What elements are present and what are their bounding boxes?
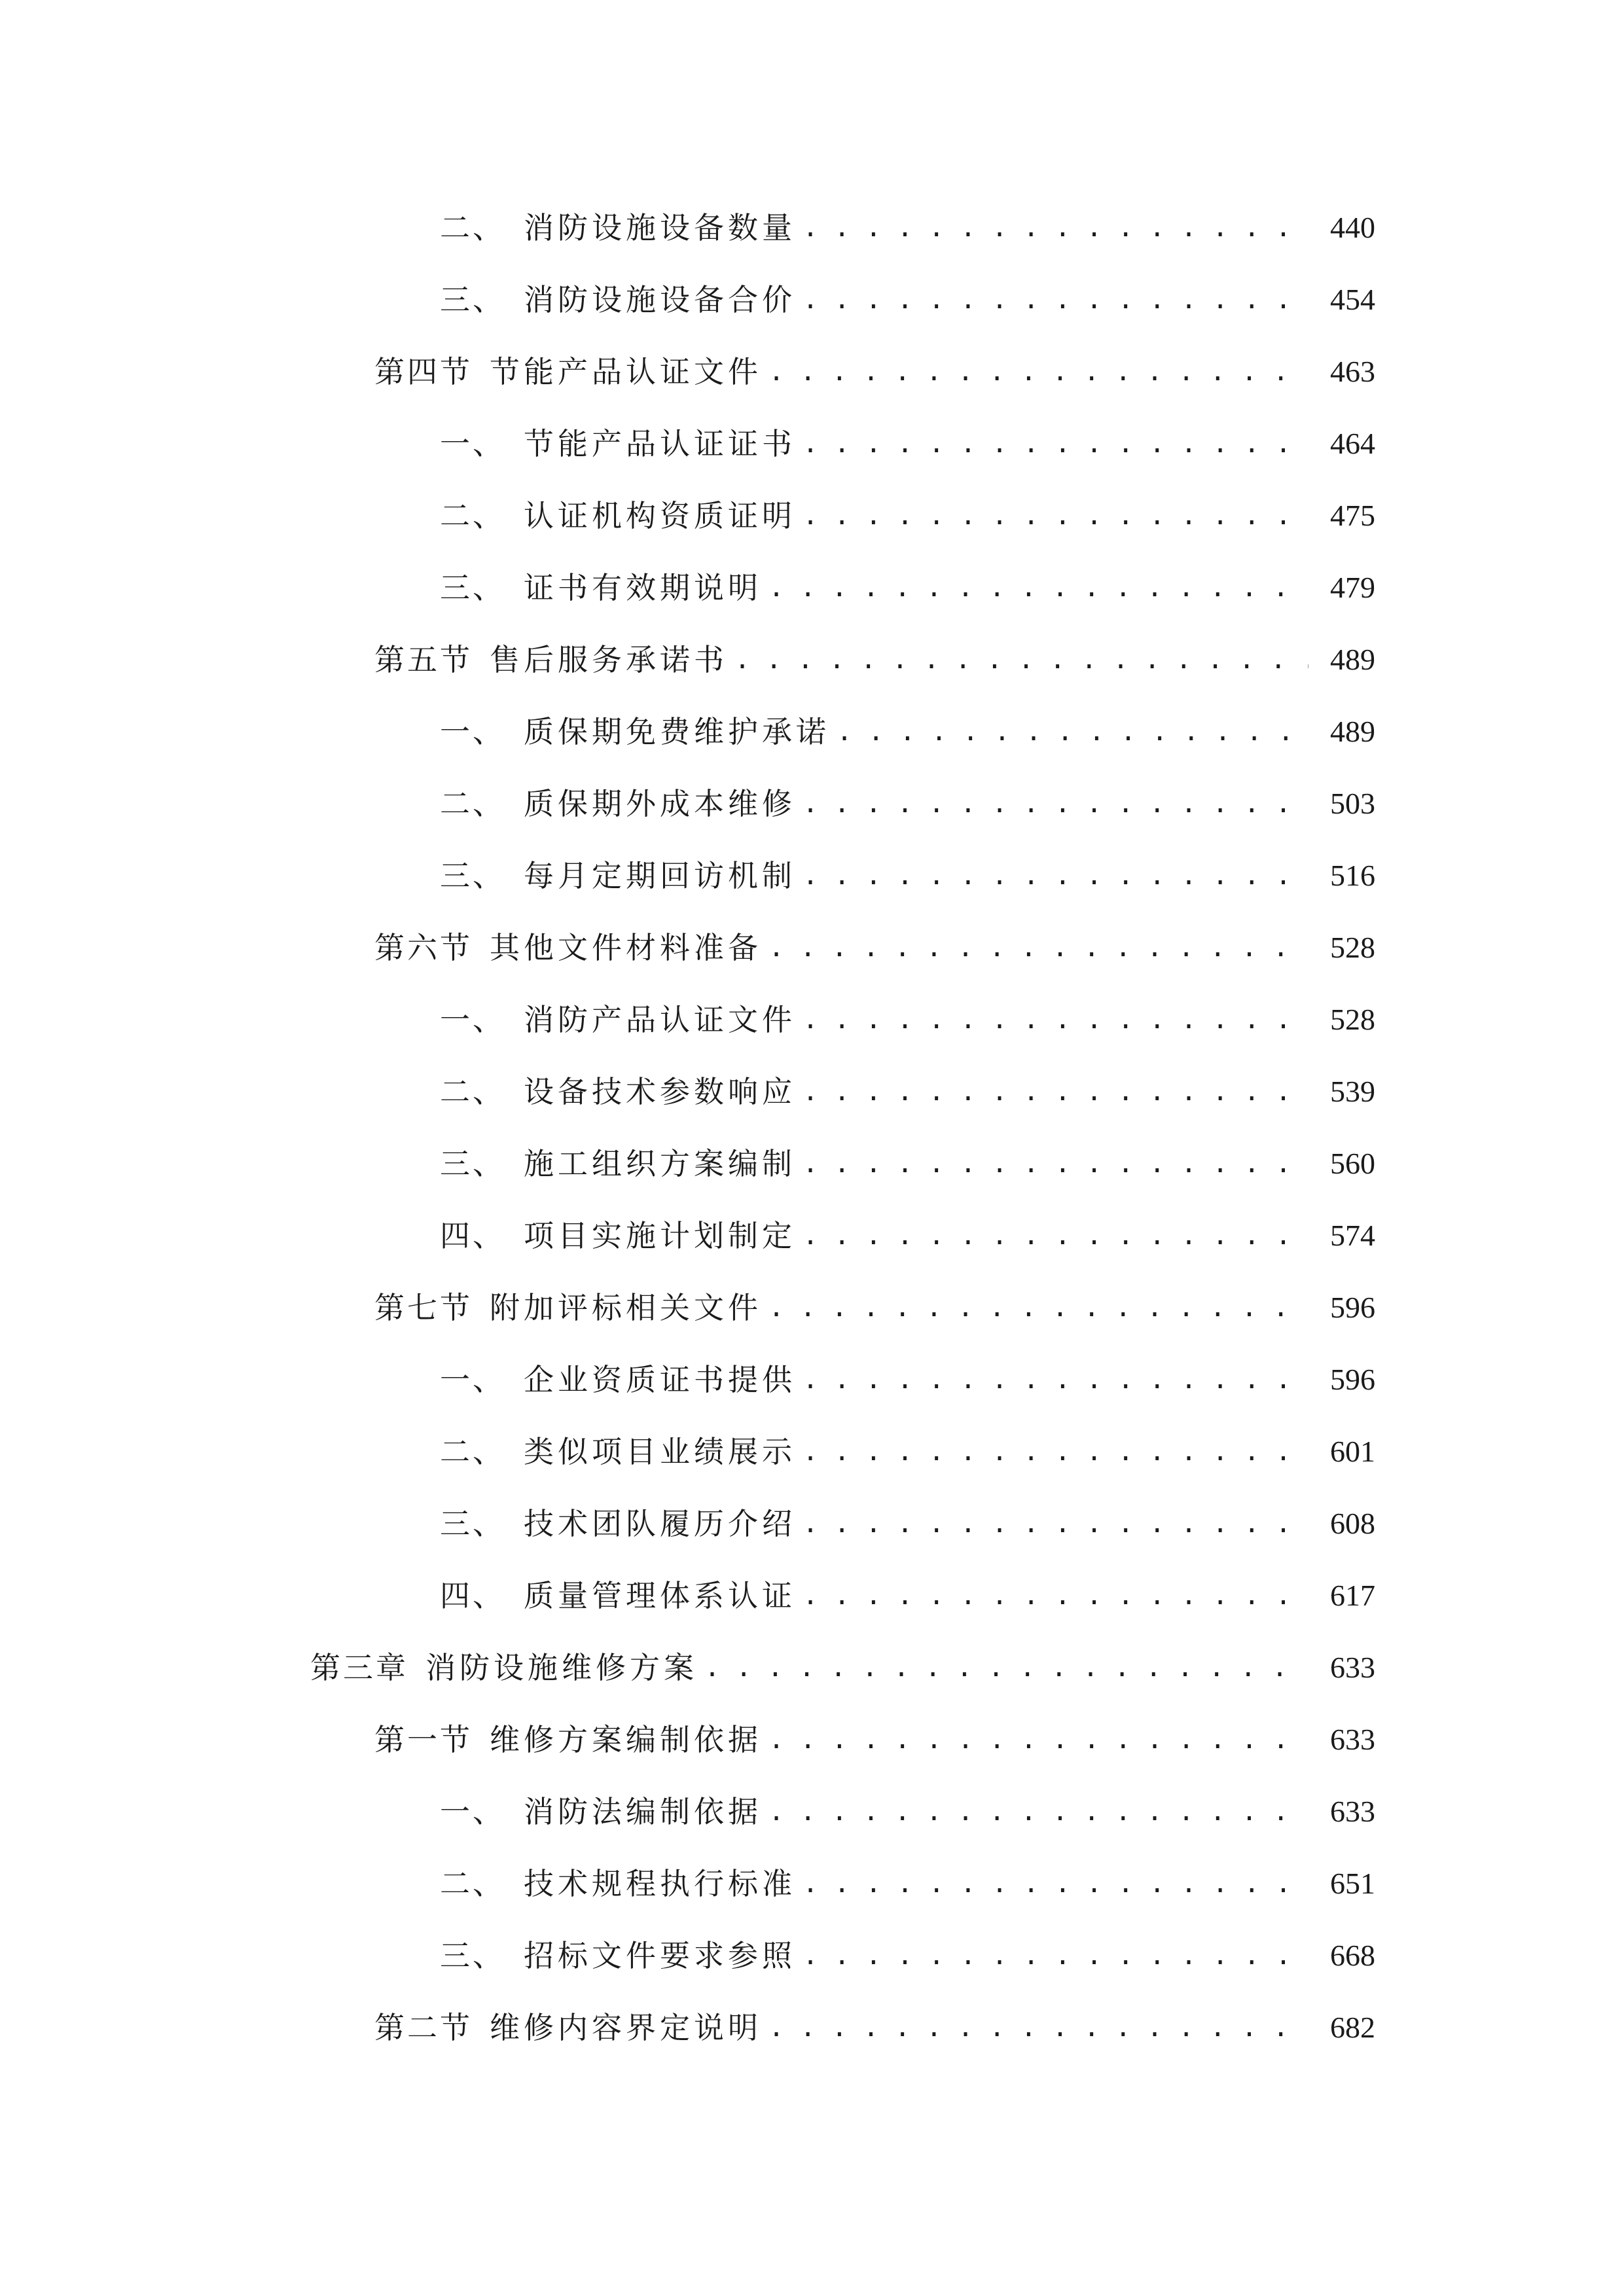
toc-entry-number: 一、	[440, 1002, 505, 1037]
toc-leader-dots	[803, 1498, 1308, 1550]
toc-entry-title: 消防产品认证文件	[524, 1002, 796, 1037]
toc-entry[interactable]	[440, 418, 1375, 470]
toc-entry-number: 第二节	[374, 2010, 473, 2045]
toc-entry-number: 四、	[440, 1218, 505, 1253]
toc-entry-title: 技术团队履历介绍	[524, 1506, 796, 1541]
toc-leader-dots	[803, 1210, 1308, 1262]
toc-entry-page: 463	[1330, 355, 1375, 388]
toc-entry[interactable]	[440, 706, 1375, 758]
toc-entry-title: 其他文件材料准备	[490, 930, 762, 965]
toc-entry-title: 质保期免费维护承诺	[524, 714, 830, 749]
toc-entry-title: 消防法编制依据	[524, 1794, 762, 1829]
toc-entry[interactable]	[440, 1138, 1375, 1190]
toc-leader-dots	[704, 1641, 1308, 1694]
toc-leader-dots	[803, 1066, 1308, 1118]
toc-entry-number: 三、	[440, 1146, 505, 1181]
toc-entry-title: 类似项目业绩展示	[524, 1434, 796, 1469]
toc-entry-page: 651	[1330, 1867, 1375, 1900]
toc-leader-dots	[803, 778, 1308, 830]
toc-leader-dots	[803, 1354, 1308, 1406]
toc-entry-number: 一、	[440, 714, 505, 749]
toc-entry-page: 475	[1330, 499, 1375, 532]
toc-entry-number: 第一节	[374, 1722, 473, 1757]
toc-entry-title: 设备技术参数响应	[524, 1074, 796, 1109]
toc-entry[interactable]	[440, 202, 1375, 254]
toc-entry-page: 608	[1330, 1507, 1375, 1540]
toc-entry-number: 一、	[440, 426, 505, 461]
toc-entry-number: 第七节	[374, 1290, 473, 1325]
toc-entry[interactable]	[440, 1570, 1375, 1622]
toc-leader-dots	[768, 562, 1308, 614]
toc-leader-dots	[768, 1785, 1308, 1838]
toc-leader-dots	[803, 1570, 1308, 1622]
toc-leader-dots	[803, 994, 1308, 1046]
toc-leader-dots	[803, 418, 1308, 470]
toc-entry[interactable]	[440, 1498, 1375, 1550]
toc-entry-title: 售后服务承诺书	[490, 642, 728, 677]
toc-entry-title: 认证机构资质证明	[524, 498, 796, 533]
toc-entry[interactable]	[440, 1426, 1375, 1478]
toc-entry-number: 二、	[440, 1434, 505, 1469]
toc-entry[interactable]	[440, 562, 1375, 614]
toc-entry-title: 证书有效期说明	[524, 570, 762, 605]
toc-entry-page: 503	[1330, 787, 1375, 820]
toc-entry-title: 附加评标相关文件	[490, 1290, 762, 1325]
toc-entry[interactable]	[310, 1641, 1375, 1694]
toc-entry-number: 三、	[440, 282, 505, 317]
toc-leader-dots	[734, 634, 1308, 686]
toc-entry[interactable]	[440, 1929, 1375, 1982]
toc-entry-page: 574	[1330, 1219, 1375, 1252]
toc-entry-page: 596	[1330, 1363, 1375, 1396]
toc-entry-page: 668	[1330, 1939, 1375, 1972]
toc-entry-number: 一、	[440, 1362, 505, 1397]
toc-entry[interactable]	[440, 778, 1375, 830]
toc-entry-title: 企业资质证书提供	[524, 1362, 796, 1397]
toc-entry[interactable]	[374, 1282, 1375, 1334]
toc-entry[interactable]	[440, 1857, 1375, 1910]
toc-entry-title: 消防设施设备数量	[524, 210, 796, 245]
toc-leader-dots	[803, 1857, 1308, 1910]
toc-leader-dots	[803, 850, 1308, 902]
toc-leader-dots	[803, 1929, 1308, 1982]
toc-entry[interactable]	[440, 274, 1375, 326]
toc-entry-title: 消防设施维修方案	[425, 1650, 698, 1685]
toc-entry-page: 454	[1330, 283, 1375, 316]
toc-entry-page: 464	[1330, 427, 1375, 460]
toc-entry-title: 招标文件要求参照	[524, 1938, 796, 1973]
toc-entry-page: 633	[1330, 1723, 1375, 1756]
toc-entry[interactable]	[440, 994, 1375, 1046]
toc-entry-number: 三、	[440, 570, 505, 605]
toc-entry[interactable]	[440, 1066, 1375, 1118]
toc-entry-title: 项目实施计划制定	[524, 1218, 796, 1253]
toc-entry-number: 二、	[440, 786, 505, 821]
toc-entry-title: 维修内容界定说明	[490, 2010, 762, 2045]
toc-leader-dots	[768, 2001, 1308, 2054]
toc-entry[interactable]	[440, 1354, 1375, 1406]
toc-entry-title: 质量管理体系认证	[524, 1578, 796, 1613]
toc-entry[interactable]	[374, 922, 1375, 974]
toc-entry-number: 第五节	[374, 642, 473, 677]
toc-entry-page: 539	[1330, 1075, 1375, 1108]
toc-entry-title: 每月定期回访机制	[524, 858, 796, 893]
toc-entry[interactable]	[440, 1210, 1375, 1262]
toc-entry-title: 节能产品认证文件	[490, 354, 762, 389]
toc-leader-dots	[768, 922, 1308, 974]
toc-leader-dots	[837, 706, 1308, 758]
toc-entry-page: 440	[1330, 211, 1375, 244]
toc-entry-title: 维修方案编制依据	[490, 1722, 762, 1757]
toc-leader-dots	[803, 490, 1308, 542]
toc-entry-number: 第四节	[374, 354, 473, 389]
toc-entry-page: 489	[1330, 715, 1375, 748]
toc-entry-number: 第六节	[374, 930, 473, 965]
toc-entry-title: 消防设施设备合价	[524, 282, 796, 317]
toc-entry[interactable]	[374, 1713, 1375, 1766]
toc-entry-page: 528	[1330, 1003, 1375, 1036]
toc-entry-number: 三、	[440, 1506, 505, 1541]
toc-leader-dots	[768, 346, 1308, 398]
toc-entry-number: 四、	[440, 1578, 505, 1613]
toc-entry-number: 三、	[440, 858, 505, 893]
toc-entry-title: 质保期外成本维修	[524, 786, 796, 821]
toc-leader-dots	[768, 1713, 1308, 1766]
toc-entry-number: 三、	[440, 1938, 505, 1973]
toc-entry-title: 技术规程执行标准	[524, 1866, 796, 1901]
toc-entry-number: 一、	[440, 1794, 505, 1829]
toc-entry-page: 489	[1330, 643, 1375, 676]
toc-entry[interactable]	[440, 1785, 1375, 1838]
toc-entry-number: 二、	[440, 1866, 505, 1901]
toc-entry-page: 528	[1330, 931, 1375, 964]
toc-entry-page: 560	[1330, 1147, 1375, 1180]
toc-entry[interactable]	[374, 634, 1375, 686]
toc-leader-dots	[803, 1426, 1308, 1478]
toc-leader-dots	[803, 1138, 1308, 1190]
toc-entry-page: 617	[1330, 1579, 1375, 1612]
toc-entry[interactable]	[440, 490, 1375, 542]
toc-entry-title: 施工组织方案编制	[524, 1146, 796, 1181]
toc-leader-dots	[803, 274, 1308, 326]
toc-entry[interactable]	[440, 850, 1375, 902]
toc-entry-number: 二、	[440, 210, 505, 245]
toc-entry[interactable]	[374, 346, 1375, 398]
toc-entry-number: 二、	[440, 498, 505, 533]
toc-entry-page: 479	[1330, 571, 1375, 604]
toc-entry-number: 二、	[440, 1074, 505, 1109]
toc-entry-page: 633	[1330, 1651, 1375, 1684]
toc-entry-page: 682	[1330, 2011, 1375, 2044]
toc-leader-dots	[803, 202, 1308, 254]
toc-entry-page: 601	[1330, 1435, 1375, 1468]
toc-entry-title: 节能产品认证证书	[524, 426, 796, 461]
toc-entry-number: 第三章	[310, 1650, 408, 1685]
toc-entry[interactable]	[374, 2001, 1375, 2054]
toc-leader-dots	[768, 1282, 1308, 1334]
toc-entry-page: 633	[1330, 1795, 1375, 1828]
toc-entry-page: 596	[1330, 1291, 1375, 1324]
toc-entry-page: 516	[1330, 859, 1375, 892]
